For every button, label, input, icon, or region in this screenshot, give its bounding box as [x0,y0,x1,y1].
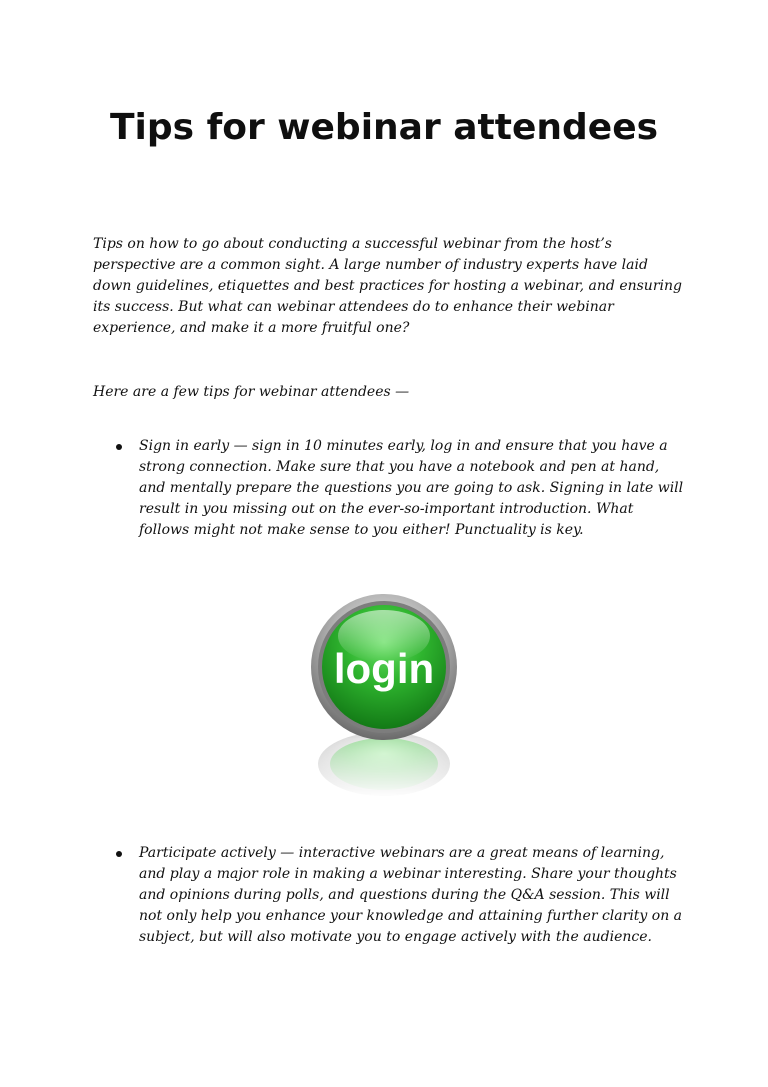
intro-paragraph: Tips on how to go about conducting a successful webinar from the host’s perspective are a common sight. A large number of industry experts have laid down guidelines, etiquettes and best practices for hosting a webinar, and ensuring its success. But what can webinar attendees do to enhance their webinar experience, and make it a more fruitful one? [93,236,682,336]
login-button-image [300,588,468,798]
login-icon [300,588,468,798]
lead-paragraph: Here are a few tips for webinar attendees — [93,384,410,400]
page-title: Tips for webinar attendees [109,107,659,148]
bullet-item-sign-in-early: Sign in early — sign in 10 minutes early, log in and ensure that you have a strong connection. Make sure that you have a notebook and pen at hand, and mentally prepare the questions you are going to ask. Signing in late will result in you missing out on the ever-so-important introduction. What follows might not make sense to you either! Punctuality is key. [139,438,684,538]
login-label: login [333,645,435,692]
bullet-item-participate-actively: Participate actively — interactive webinars are a great means of learning, and play a major role in making a webinar interesting. Share your thoughts and opinions during polls, and questions during the Q&A session. This will not only help you enhance your knowledge and attaining further clarity on a subject, but will also motivate you to engage actively with the audience. [139,845,683,945]
bullet-marker [116,444,122,450]
bullet-marker [116,851,122,857]
